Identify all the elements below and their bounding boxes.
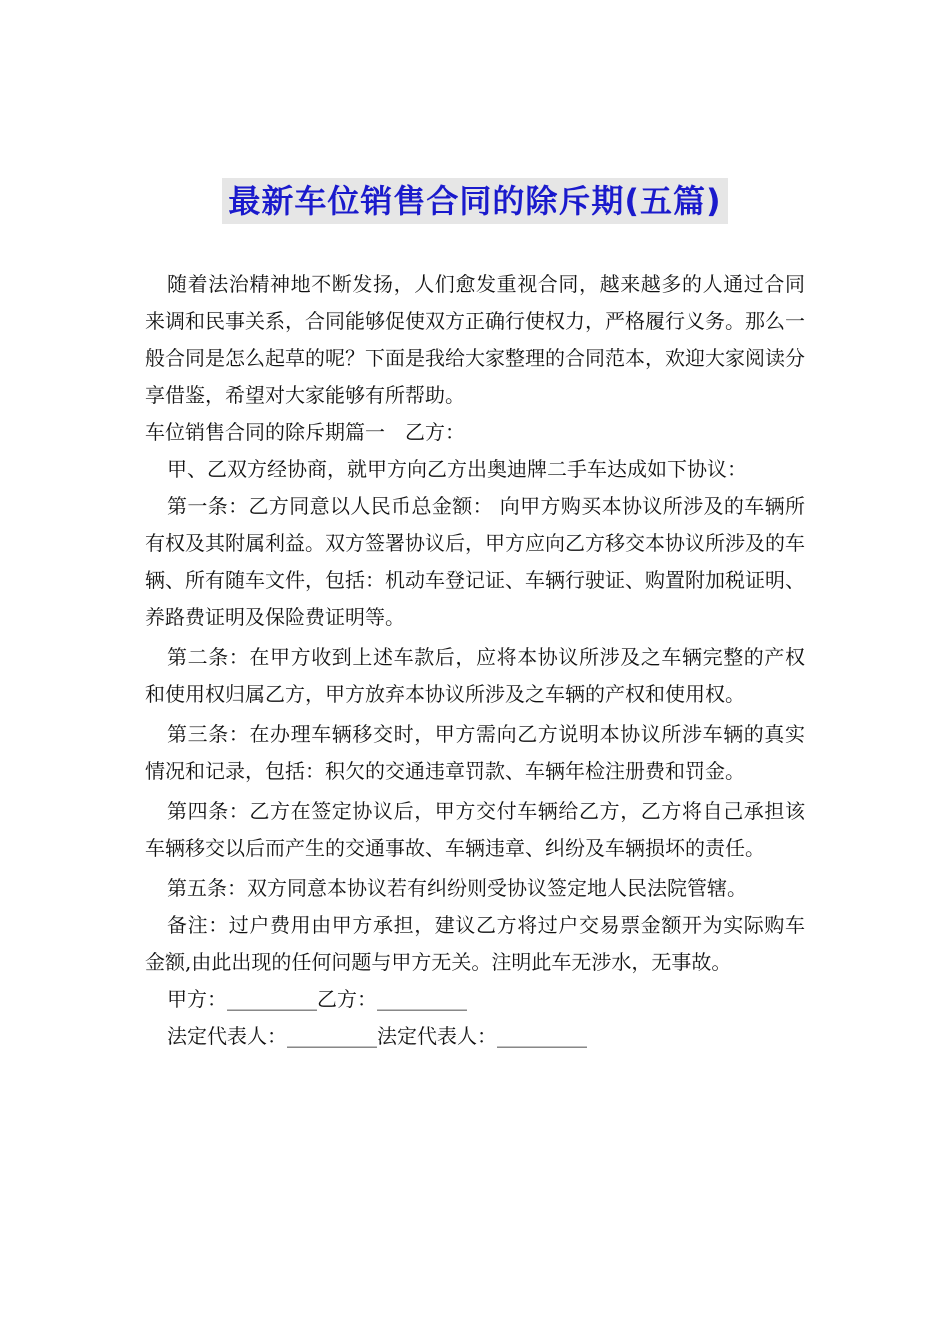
article-3: 第三条：在办理车辆移交时，甲方需向乙方说明本协议所涉车辆的真实情况和记录，包括：积欠的交通违章罚款、车辆年检注册费和罚金。 — [145, 722, 805, 783]
article-1: 第一条：乙方同意以人民币总金额： 向甲方购买本协议所涉及的车辆所有权及其附属利益。双方签署协议后，甲方应向乙方移交本协议所涉及的车辆、所有随车文件，包括：机动车登记证、车辆行驶证、购置附加税证明、养路费证明及保险费证明等。 — [145, 494, 805, 629]
article-5: 第五条：双方同意本协议若有纠纷则受协议签定地人民法院管辖。 — [167, 876, 747, 900]
signature-line-representatives: 法定代表人：_________法定代表人：_________ — [167, 1024, 587, 1048]
intro-paragraph: 随着法治精神地不断发扬，人们愈发重视合同，越来越多的人通过合同来调和民事关系，合同能够促使双方正确行使权力，严格履行义务。那么一般合同是怎么起草的呢？下面是我给大家整理的合同范本，欢迎大家阅读分享借鉴，希望对大家能够有所帮助。 — [145, 272, 805, 407]
remarks-paragraph: 备注：过户费用由甲方承担，建议乙方将过户交易票金额开为实际购车金额,由此出现的任何问题与甲方无关。注明此车无涉水，无事故。 — [145, 913, 805, 974]
title-container — [0, 178, 950, 224]
section-heading: 车位销售合同的除斥期篇一 乙方： — [145, 420, 465, 444]
agreement-preamble: 甲、乙双方经协商，就甲方向乙方出奥迪牌二手车达成如下协议： — [167, 457, 747, 481]
article-4: 第四条：乙方在签定协议后，甲方交付车辆给乙方，乙方将自己承担该车辆移交以后而产生的交通事故、车辆违章、纠纷及车辆损坏的责任。 — [145, 799, 805, 860]
article-2: 第二条：在甲方收到上述车款后，应将本协议所涉及之车辆完整的产权和使用权归属乙方，甲方放弃本协议所涉及之车辆的产权和使用权。 — [145, 645, 805, 706]
signature-line-parties: 甲方：_________乙方：_________ — [167, 987, 467, 1011]
document-body — [145, 266, 805, 1055]
document-title: 最新车位销售合同的除斥期(五篇) — [222, 178, 727, 224]
